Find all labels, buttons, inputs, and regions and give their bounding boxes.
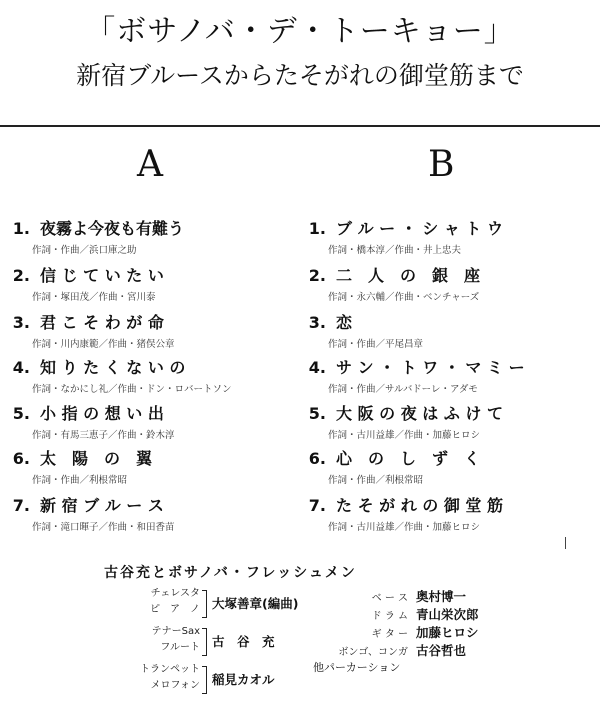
track-number: 6. xyxy=(308,449,326,468)
track-item xyxy=(300,493,503,533)
track-credit: 作詞・なかにし礼／作曲・ドン・ロバートソン xyxy=(32,384,232,395)
track-credit: 作詞・橋本淳／作曲・井上忠夫 xyxy=(328,245,462,256)
bracket xyxy=(202,666,207,694)
instrument-label: メロフォン xyxy=(150,680,200,691)
instrument-label: ピ ア ノ xyxy=(150,604,200,615)
band-name: 古谷充とボサノバ・フレッシュメン xyxy=(104,565,357,581)
track-credit: 作詞・川内康範／作曲・猪俣公章 xyxy=(32,339,175,350)
track-item xyxy=(4,216,184,256)
track-number: 2. xyxy=(12,266,30,285)
track-title: 信 じ て い た い xyxy=(40,266,164,285)
instrument-group xyxy=(100,586,200,618)
track-item xyxy=(4,493,175,533)
player-name: 稲見カオル xyxy=(212,672,275,687)
track-number: 5. xyxy=(308,404,326,423)
track-credit: 作詞・作曲／利根常昭 xyxy=(328,475,424,486)
instrument-label: トランペット xyxy=(140,664,200,675)
track-number: 1. xyxy=(308,219,326,238)
margin-mark xyxy=(565,537,566,549)
track-number: 4. xyxy=(308,358,326,377)
track-credit: 作詞・永六輔／作曲・ベンチャーズ xyxy=(328,292,480,303)
track-item xyxy=(4,263,164,303)
track-item xyxy=(300,446,480,486)
track-item xyxy=(300,263,480,303)
track-title: 大 阪 の 夜 は ふ け て xyxy=(336,404,503,423)
personnel-row xyxy=(330,622,479,641)
track-title: 新 宿 ブ ル ー ス xyxy=(40,496,164,515)
player-name: 古 谷 充 xyxy=(212,634,275,649)
track-title: ブ ル ー ・ シ ャ ト ウ xyxy=(336,219,503,238)
track-number: 2. xyxy=(308,266,326,285)
track-title: 知 り た く な い の xyxy=(40,358,186,377)
track-item xyxy=(4,401,175,441)
track-number: 1. xyxy=(12,219,30,238)
track-item xyxy=(4,446,152,486)
track-number: 3. xyxy=(12,313,30,332)
player-name: 加藤ヒロシ xyxy=(416,625,479,640)
player-name: 大塚善章(編曲) xyxy=(212,596,299,611)
instrument-label: ギ タ ー xyxy=(371,629,408,640)
track-item xyxy=(300,401,503,441)
track-title: サ ン ・ ト ワ ・ マ ミ ー xyxy=(336,358,525,377)
bracket xyxy=(202,628,207,656)
album-title: 「ボサノバ・デ・トーキョー」 xyxy=(85,14,515,49)
track-item xyxy=(4,310,175,350)
instrument-group xyxy=(100,624,200,656)
album-subtitle: 新宿ブルースからたそがれの御堂筋まで xyxy=(76,61,524,90)
track-credit: 作詞・有馬三恵子／作曲・鈴木淳 xyxy=(32,430,175,441)
track-title: 小 指 の 想 い 出 xyxy=(40,404,164,423)
player-name: 青山栄次郎 xyxy=(416,607,479,622)
instrument-label: テナーSax xyxy=(151,626,200,637)
track-title: 二 人 の 銀 座 xyxy=(336,266,481,285)
track-number: 7. xyxy=(308,496,326,515)
personnel-row xyxy=(330,586,466,605)
instrument-label: チェレスタ xyxy=(150,588,200,599)
track-title: た そ が れ の 御 堂 筋 xyxy=(336,496,503,515)
track-item xyxy=(4,355,232,395)
instrument-label: フルート xyxy=(160,642,200,653)
track-title: 君 こ そ わ が 命 xyxy=(40,313,164,332)
side-a-label: A xyxy=(137,144,163,185)
instrument-label: ド ラ ム xyxy=(371,611,408,622)
personnel-row xyxy=(330,640,466,659)
track-item xyxy=(300,216,503,256)
instrument-label: ベ ー ス xyxy=(371,593,408,604)
player-name: 古谷哲也 xyxy=(416,643,467,658)
track-title: 恋 xyxy=(336,313,353,332)
track-number: 4. xyxy=(12,358,30,377)
bracket xyxy=(202,590,207,618)
instrument-label: ボンゴ、コンガ xyxy=(338,647,408,658)
track-item xyxy=(300,355,525,395)
track-credit: 作詞・古川益雄／作曲・加藤ヒロシ xyxy=(328,430,481,441)
track-title: 夜霧よ今夜も有難う xyxy=(40,219,185,238)
track-number: 5. xyxy=(12,404,30,423)
track-credit: 作詞・作曲／平尾昌章 xyxy=(328,339,424,350)
instrument-group xyxy=(100,662,200,694)
track-title: 太 陽 の 翼 xyxy=(40,449,153,468)
track-credit: 作詞・滝口暉子／作曲・和田香苗 xyxy=(32,522,175,533)
player-name: 奥村博一 xyxy=(416,589,467,604)
side-b-label: B xyxy=(428,144,455,185)
personnel-row xyxy=(330,604,479,623)
other-percussion: 他パーカーション xyxy=(313,661,401,674)
track-credit: 作詞・塚田茂／作曲・宮川泰 xyxy=(32,292,156,303)
track-credit: 作詞・古川益雄／作曲・加藤ヒロシ xyxy=(328,522,481,533)
track-credit: 作詞・作曲／サルバドーレ・アダモ xyxy=(328,384,478,395)
track-credit: 作詞・作曲／浜口庫之助 xyxy=(32,245,137,256)
track-credit: 作詞・作曲／利根常昭 xyxy=(32,475,128,486)
track-number: 3. xyxy=(308,313,326,332)
track-title: 心 の し ず く xyxy=(336,449,481,468)
track-number: 6. xyxy=(12,449,30,468)
track-item xyxy=(300,310,423,350)
divider-rule xyxy=(0,125,600,127)
track-number: 7. xyxy=(12,496,30,515)
